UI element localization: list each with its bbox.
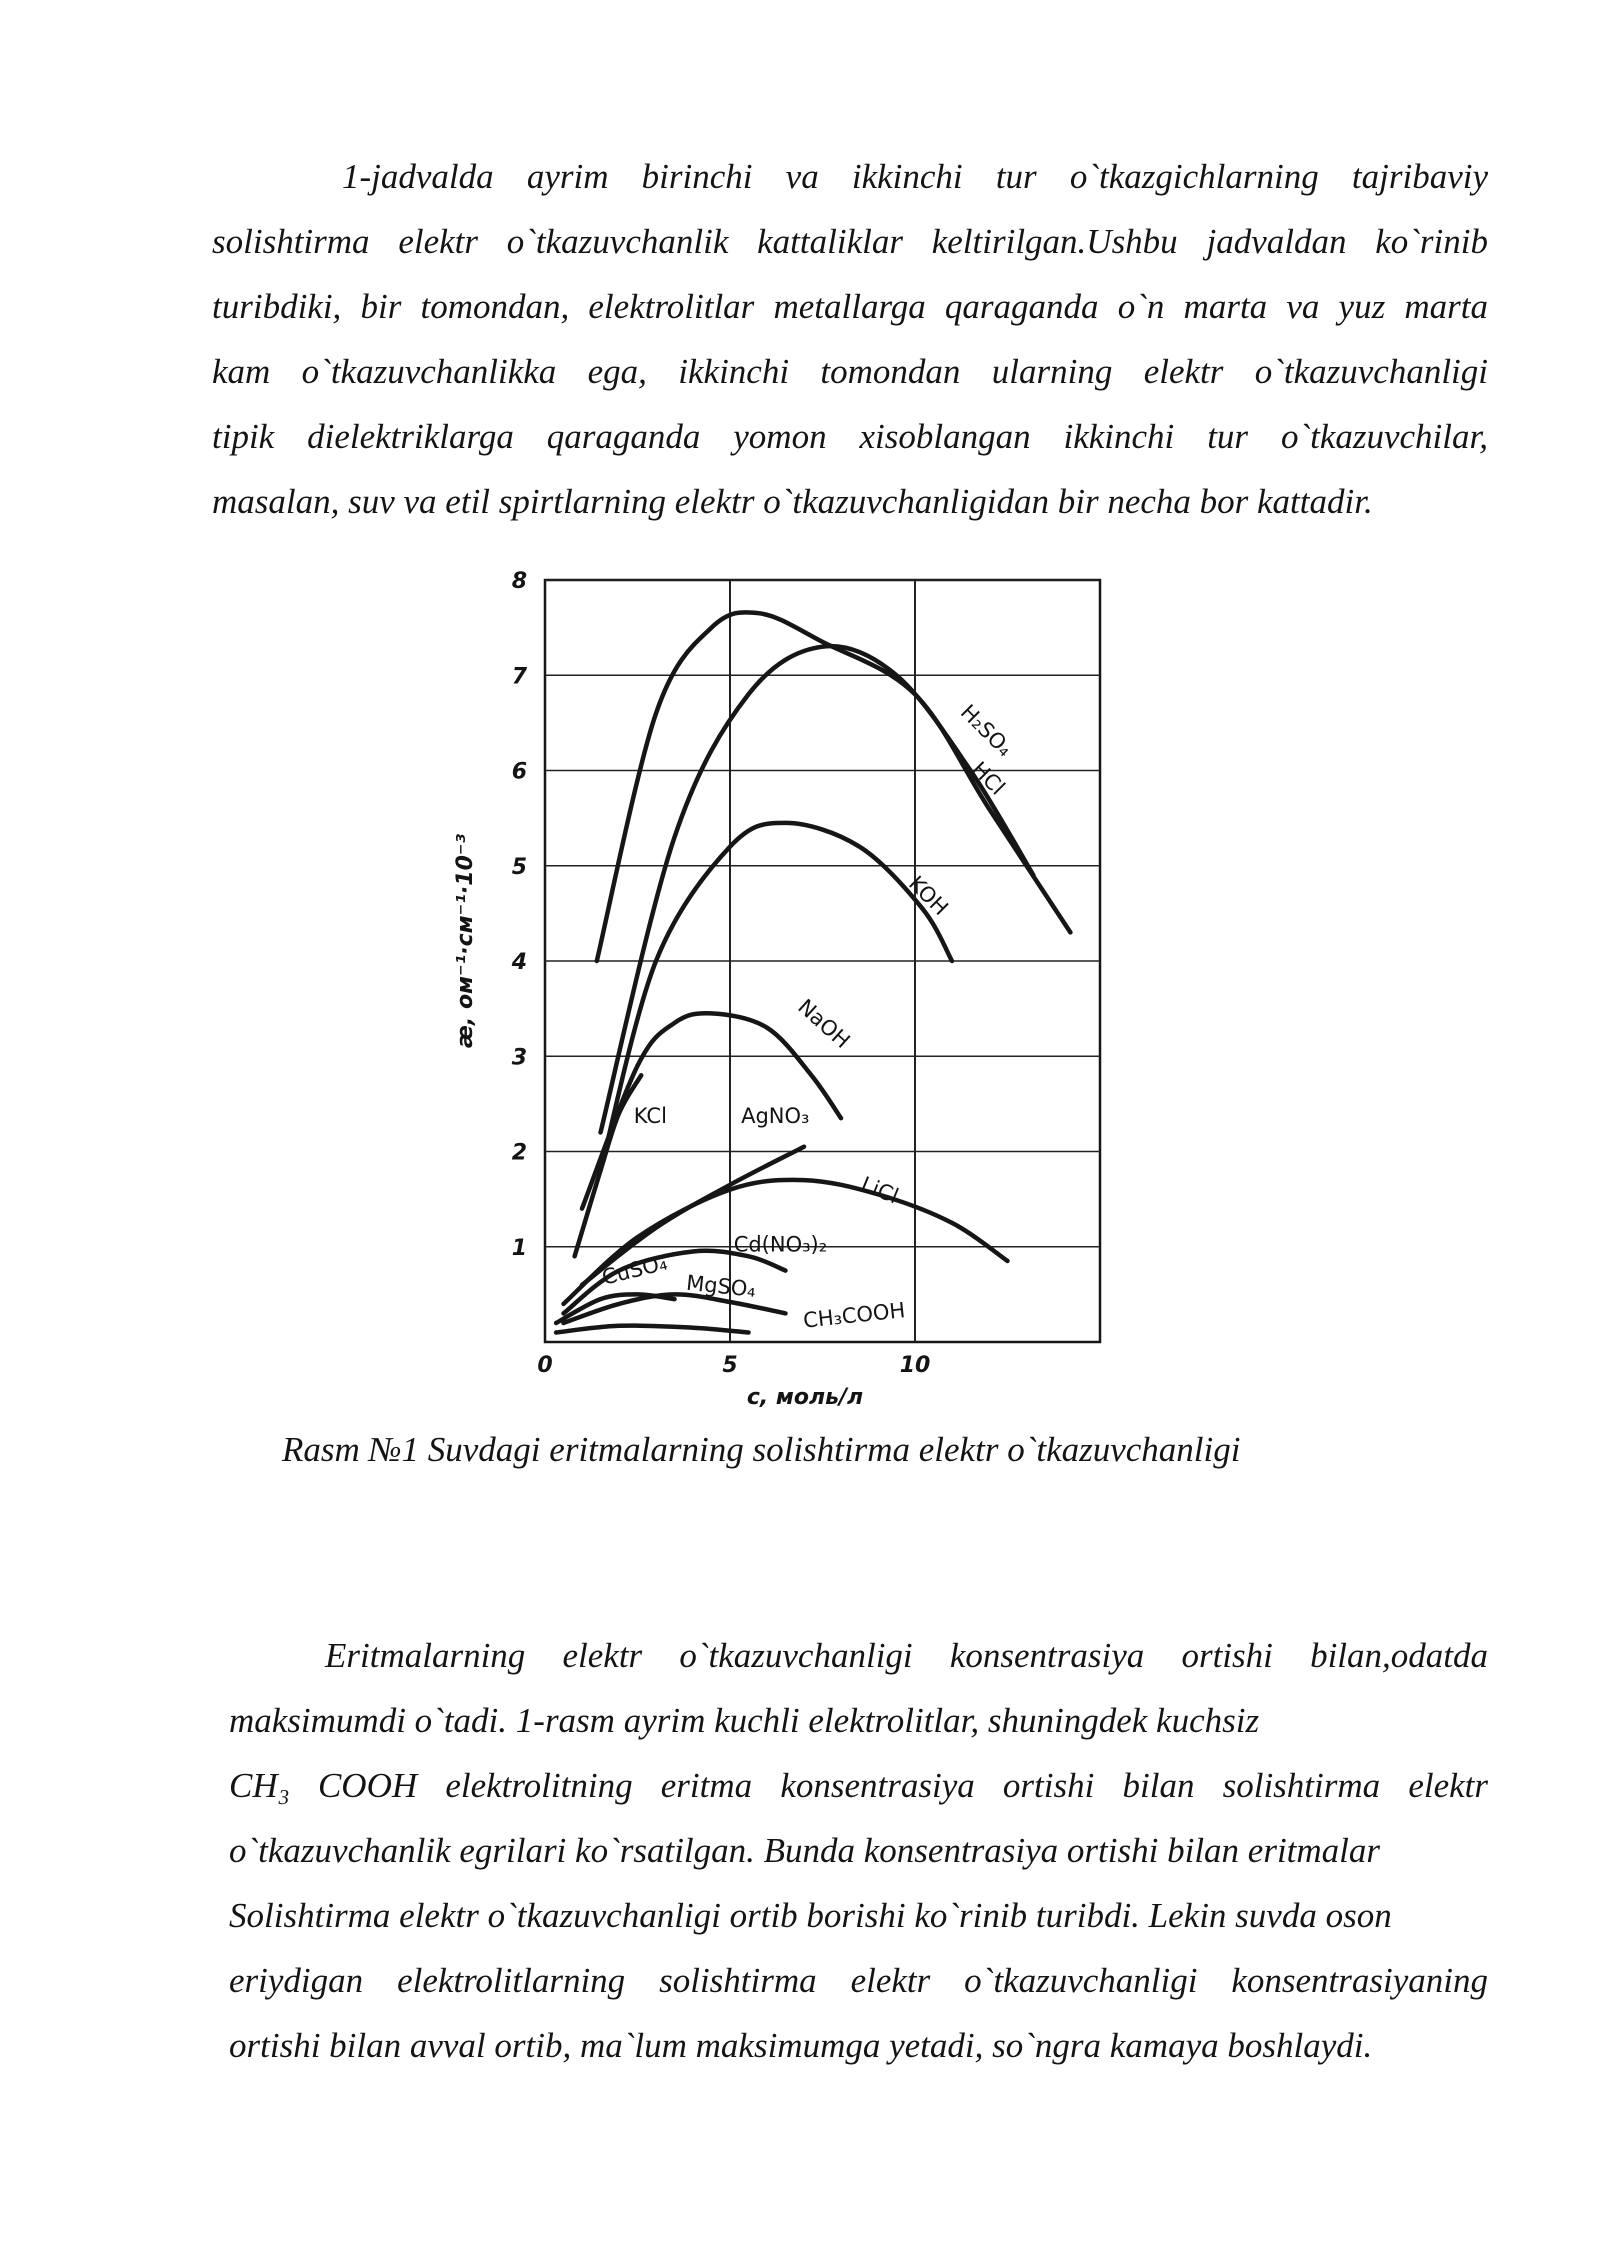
y-tick-label: 2 [511, 1140, 527, 1166]
paragraph-line: tipik dielektriklarga qaraganda yomon xisoblangan ikkinchi tur o`tkazuvchilar, [212, 417, 1488, 456]
series-label: KCl [633, 1103, 667, 1128]
conductivity-chart [420, 560, 1140, 1420]
paragraph-line: kam o`tkazuvchanlikka ega, ikkinchi tomondan ularning elektr o`tkazuvchanligi [212, 352, 1488, 391]
series-label: CH₃COOH [802, 1298, 907, 1333]
paragraph-line: ortishi bilan avval ortib, ma`lum maksimumga yetadi, so`ngra kamaya boshlaydi. [229, 2026, 1373, 2065]
paragraph-line: CH₃ COOH elektrolitning eritma konsentrasiya ortishi bilan solishtirma elektr [229, 1766, 1488, 1805]
curve-ch-cooh [556, 1326, 748, 1333]
y-tick-label: 5 [511, 854, 527, 880]
paragraph-line: solishtirma elektr o`tkazuvchanlik kattaliklar keltirilgan.Ushbu jadvaldan ko`rinib [212, 222, 1488, 261]
paragraph-line: o`tkazuvchanlik egrilari ko`rsatilgan. Bunda konsentrasiya ortishi bilan eritmalar [229, 1831, 1381, 1870]
series-label: CuSO₄ [599, 1250, 670, 1290]
figure-caption: Rasm №1 Suvdagi eritmalarning solishtirma elektr o`tkazuvchanligi [282, 1430, 1241, 1469]
series-label: H₂SO₄ [955, 699, 1018, 762]
series-label: LiCl [857, 1171, 902, 1209]
y-tick-label: 8 [511, 569, 527, 594]
y-tick-label: 4 [511, 950, 527, 975]
paragraph-line: masalan, suv va etil spirtlarning elektr o`tkazuvchanligidan bir necha bor kattadir. [212, 482, 1373, 521]
chart-svg [420, 560, 1140, 1420]
series-label: HCl [966, 757, 1010, 800]
series-label: AgNO₃ [741, 1103, 810, 1128]
paragraph-line: turibdiki, bir tomondan, elektrolitlar metallarga qaraganda o`n marta va yuz marta [212, 287, 1488, 326]
series-label: MgSO₄ [685, 1270, 757, 1302]
y-axis-label: æ, ом⁻¹·см⁻¹·10⁻³ [453, 833, 478, 1049]
y-tick-label: 3 [511, 1045, 527, 1071]
series-label: NaOH [793, 994, 855, 1054]
intro-paragraph [212, 144, 1488, 534]
series-label: KOH [904, 871, 953, 921]
paragraph-line: Solishtirma elektr o`tkazuvchanligi ortib borishi ko`rinib turibdi. Lekin suvda oson [229, 1896, 1392, 1935]
y-tick-label: 6 [511, 759, 527, 785]
discussion-paragraph [229, 1623, 1488, 2078]
y-tick-label: 7 [511, 664, 527, 690]
y-tick-label: 1 [511, 1235, 527, 1261]
x-tick-label: 5 [722, 1353, 738, 1378]
paragraph-line: maksimumdi o`tadi. 1-rasm ayrim kuchli elektrolitlar, shuningdek kuchsiz [229, 1701, 1260, 1740]
x-tick-label: 0 [537, 1353, 553, 1378]
x-tick-label: 10 [899, 1353, 931, 1378]
paragraph-line: 1-jadvalda ayrim birinchi va ikkinchi tur o`tkazgichlarning tajribaviy [342, 157, 1488, 196]
paragraph-line: eriydigan elektrolitlarning solishtirma elektr o`tkazuvchanligi konsentrasiyaning [229, 1961, 1488, 2000]
x-axis-label: c, моль/л [746, 1385, 864, 1410]
paragraph-line: Eritmalarning elektr o`tkazuvchanligi konsentrasiya ortishi bilan,odatda [325, 1636, 1488, 1675]
series-label: Cd(NO₃)₂ [733, 1232, 828, 1257]
